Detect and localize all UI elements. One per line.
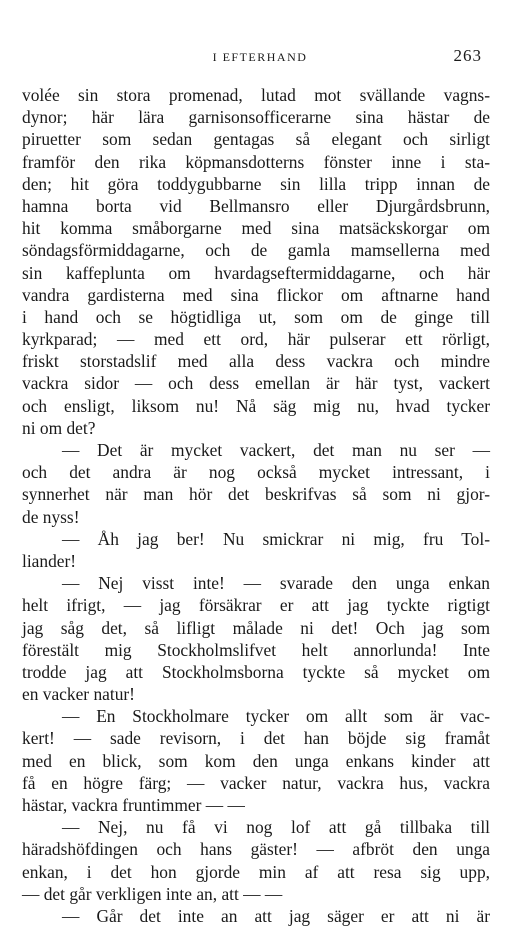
- text-line: enkan, i det hon gjorde min af att resa sig upp,: [22, 861, 490, 882]
- text-line: häradshöfdingen och hans gäster! — afbröt den unga: [22, 839, 490, 860]
- text-line: hit komma småborgarne med sina matsäckskorgar om: [22, 218, 490, 239]
- text-line: — Åh jag ber! Nu smickrar ni mig, fru Tol-: [62, 528, 490, 549]
- text-line: vandra gardisterna med sina flickor om aftnarne hand: [22, 284, 490, 305]
- text-line: — det går verkligen inte an, att — —: [22, 883, 283, 904]
- text-line: få en högre färg; — vacker natur, vackra hus, vackra: [22, 772, 490, 793]
- text-line: — Nej visst inte! — svarade den unga enkan: [62, 573, 490, 594]
- text-line: framför den rika köpmansdotterns fönster inne i sta-: [22, 151, 490, 172]
- text-line: — Det är mycket vackert, det man nu ser —: [62, 440, 490, 460]
- text-line: dynor; här lära garnisonsofficerarne sina hästar de: [22, 107, 490, 128]
- text-line: vackra sidor — och dess emellan är här tyst, vackert: [22, 373, 490, 394]
- text-line: och ensligt, liksom nu! Nå säg mig nu, hvad tycker: [22, 395, 490, 416]
- text-line: liander!: [22, 550, 77, 571]
- text-line: hamna borta vid Bellmansro eller Djurgårdsbrunn,: [22, 195, 490, 216]
- text-line: piruetter som sedan gentagas så elegant och sirligt: [22, 129, 490, 150]
- text-line: trodde jag att Stockholmsborna tyckte så mycket om: [22, 661, 490, 682]
- text-line: förestält mig Stockholmslifvet helt annorlunda! Inte: [22, 639, 490, 660]
- text-line: helt ifrigt, — jag försäkrar er att jag tyckte rigtigt: [22, 595, 490, 616]
- text-line: de nyss!: [22, 506, 80, 527]
- page-number: 263: [453, 46, 482, 65]
- text-line: den; hit göra toddygubbarne sin lilla tripp innan de: [22, 173, 490, 194]
- text-line: en vacker natur!: [22, 684, 135, 705]
- running-title: I EFTERHAND: [212, 50, 308, 64]
- text-line: hästar, vackra fruntimmer — —: [22, 795, 245, 815]
- text-line: kert! — sade revisorn, i det han böjde sig framåt: [22, 728, 490, 749]
- text-line: — Nej, nu få vi nog lof att gå tillbaka till: [62, 817, 490, 838]
- text-line: — En Stockholmare tycker om allt som är vac-: [62, 706, 490, 727]
- text-line: — Går det inte an att jag säger er att ni är: [62, 905, 490, 926]
- body-text: [22, 84, 490, 927]
- running-head: [0, 46, 520, 68]
- text-line: volée sin stora promenad, lutad mot svällande vagns-: [22, 85, 490, 105]
- text-line: med en blick, som kom den unga enkans kinder att: [22, 750, 490, 771]
- text-line: synnerhet när man hör det beskrifvas så som ni gjor-: [22, 484, 490, 505]
- text-line: kyrkparad; — med ett ord, här pulserar ett rörligt,: [22, 329, 490, 350]
- text-line: i hand och se högtidliga ut, som om de ginge till: [22, 306, 490, 327]
- text-line: söndagsförmiddagarne, och de gamla mamsellerna med: [22, 240, 490, 261]
- text-line: ni om det?: [22, 417, 96, 438]
- text-line: sin kaffeplunta om hvardagseftermiddagarne, och här: [22, 262, 490, 283]
- text-line: och det andra är nog också mycket intressant, i: [22, 462, 490, 483]
- text-line: jag såg det, så lifligt målade ni det! Och jag som: [22, 617, 490, 638]
- text-line: friskt storstadslif med alla dess vackra och mindre: [22, 351, 490, 372]
